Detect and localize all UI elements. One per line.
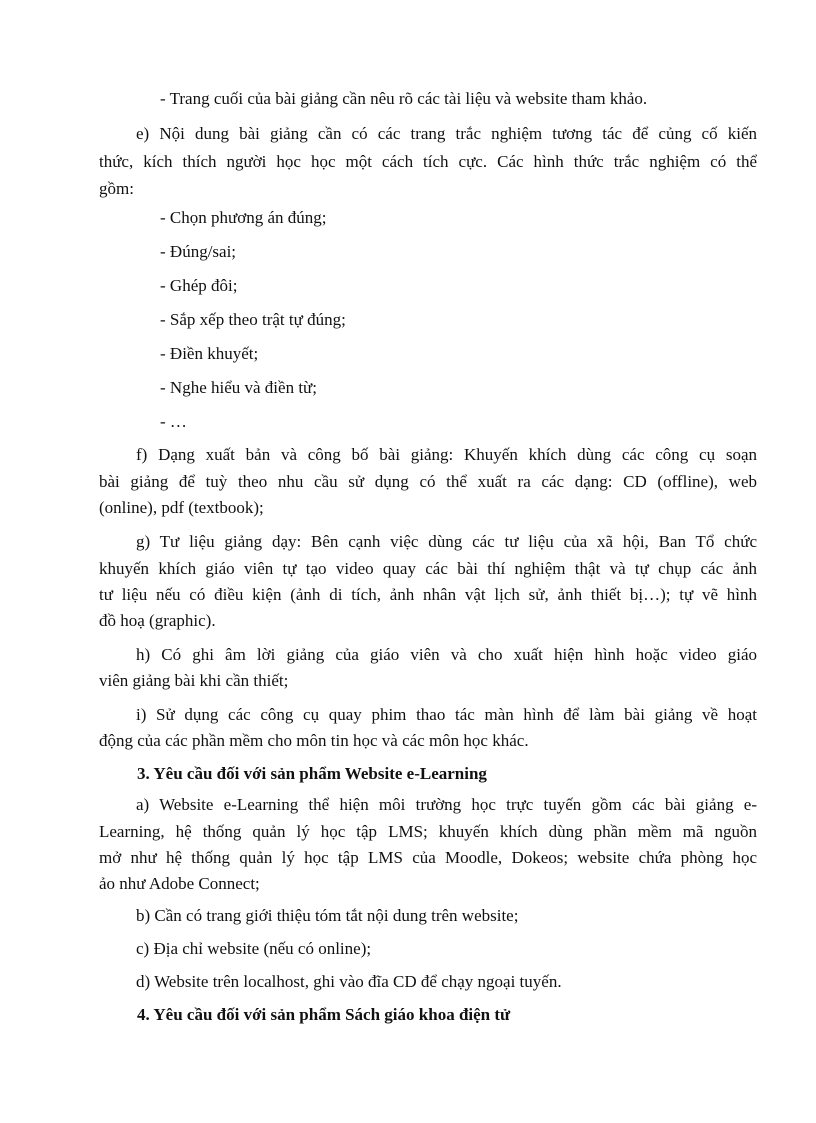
list-item: - Chọn phương án đúng; [160,208,327,227]
paragraph-line: h) Có ghi âm lời giảng của giáo viên và cho xuất hiện hình hoặc video giáo [136,645,757,664]
paragraph-line: e) Nội dung bài giảng cần có các trang trắc nghiệm tương tác để củng cố kiến [136,124,757,143]
list-item: - Sắp xếp theo trật tự đúng; [160,310,346,329]
paragraph-line: Learning, hệ thống quản lý học tập LMS; khuyến khích dùng phần mềm mã nguồn [99,822,757,841]
section-heading: 4. Yêu cầu đối với sản phẩm Sách giáo khoa điện tử [137,1005,511,1024]
paragraph-line: thức, kích thích người học học một cách tích cực. Các hình thức trắc nghiệm có thể [99,152,757,171]
list-item: - … [160,412,187,431]
paragraph-line: khuyến khích giáo viên tự tạo video quay các bài thí nghiệm thật và tự chụp các ảnh [99,559,757,578]
list-item: - Đúng/sai; [160,242,237,261]
list-item: - Ghép đôi; [160,276,238,295]
paragraph-line: đồ hoạ (graphic). [99,611,216,630]
section-heading: 3. Yêu cầu đối với sản phẩm Website e-Learning [137,764,487,783]
list-item: - Trang cuối của bài giảng cần nêu rõ các tài liệu và website tham khảo. [160,89,648,108]
paragraph-line: động của các phần mềm cho môn tin học và các môn học khác. [99,731,529,750]
paragraph-line: (online), pdf (textbook); [99,498,264,517]
list-item: - Nghe hiểu và điền từ; [160,378,317,397]
paragraph-line: f) Dạng xuất bản và công bố bài giảng: Khuyến khích dùng các công cụ soạn [136,445,757,464]
list-item: b) Cần có trang giới thiệu tóm tắt nội dung trên website; [136,906,519,925]
paragraph-line: viên giảng bài khi cần thiết; [99,671,289,690]
paragraph-line: ảo như Adobe Connect; [99,874,260,893]
paragraph-line: i) Sử dụng các công cụ quay phim thao tác màn hình để làm bài giảng về hoạt [136,705,757,724]
paragraph-line: g) Tư liệu giảng dạy: Bên cạnh việc dùng các tư liệu của xã hội, Ban Tổ chức [136,532,757,551]
list-item: c) Địa chỉ website (nếu có online); [136,939,372,958]
paragraph-line: bài giảng để tuỳ theo nhu cầu sử dụng có thể xuất ra các dạng: CD (offline), web [99,472,757,491]
paragraph-line: gồm: [99,179,134,198]
list-item: - Điền khuyết; [160,344,259,363]
list-item: d) Website trên localhost, ghi vào đĩa CD để chạy ngoại tuyến. [136,972,562,991]
paragraph-line: tư liệu nếu có điều kiện (ảnh di tích, ảnh nhân vật lịch sử, ảnh thiết bị…); tự vẽ hình [99,585,757,604]
paragraph-line: mở như hệ thống quản lý học tập LMS của Moodle, Dokeos; website chứa phòng học [99,848,757,867]
paragraph-line: a) Website e-Learning thể hiện môi trường học trực tuyến gồm các bài giảng e- [136,795,757,814]
